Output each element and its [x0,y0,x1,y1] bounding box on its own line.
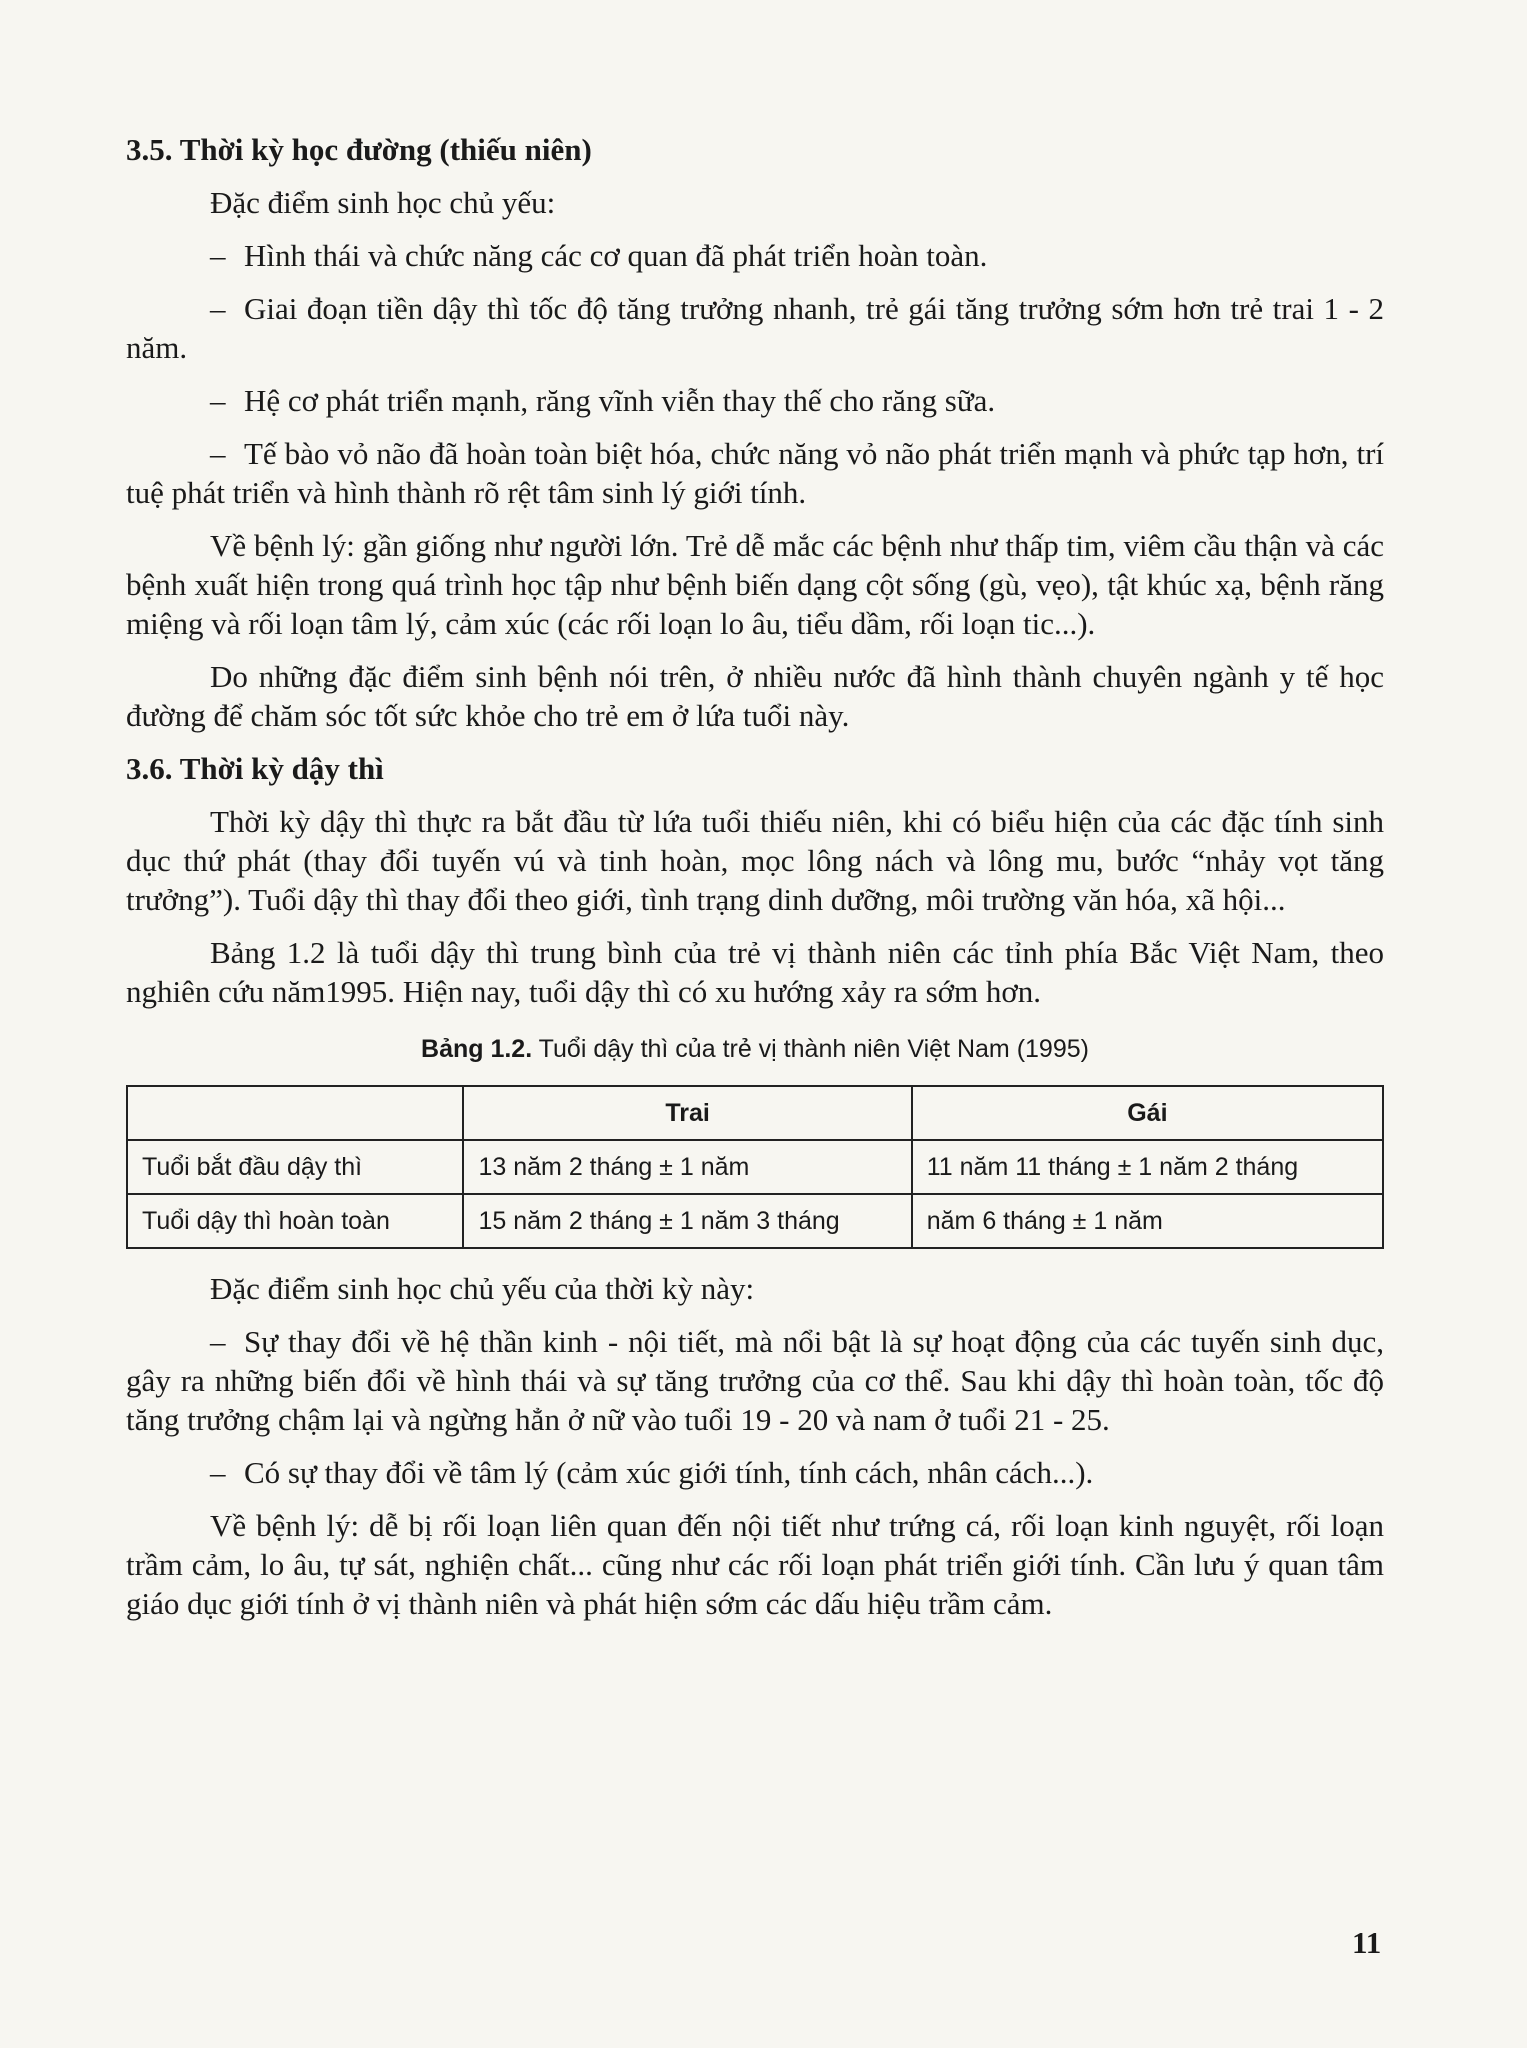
table-header-cell: Gái [912,1086,1383,1140]
section-3-6-para1: Thời kỳ dậy thì thực ra bắt đầu từ lứa tuổi thiếu niên, khi có biểu hiện của các đặc tính sinh dục thứ phát (thay đổi tuyến vú và tinh hoàn, mọc lông nách và lông mu, bước “nhảy vọt tăng trưởng”). Tuổi dậy thì thay đổi theo giới, tình trạng dinh dưỡng, môi trường văn hóa, xã hội... [126,804,1384,917]
table-header-cell [127,1086,463,1140]
section-3-5-heading: 3.5. Thời kỳ học đường (thiếu niên) [126,132,592,167]
section-3-6-para2: Bảng 1.2 là tuổi dậy thì trung bình của trẻ vị thành niên các tỉnh phía Bắc Việt Nam, theo nghiên cứu năm1995. Hiện nay, tuổi dậy thì có xu hướng xảy ra sớm hơn. [126,935,1384,1009]
puberty-age-table [126,1085,1384,1249]
table-row [127,1140,1383,1194]
section-3-6-heading: 3.6. Thời kỳ dậy thì [126,751,384,786]
table-cell: 15 năm 2 tháng ± 1 năm 3 tháng [463,1194,911,1248]
section-3-5-intro: Đặc điểm sinh học chủ yếu: [210,185,556,220]
list-item: – Có sự thay đổi về tâm lý (cảm xúc giới tính, tính cách, nhân cách...). [210,1455,1094,1490]
table-cell: 11 năm 11 tháng ± 1 năm 2 tháng [912,1140,1383,1194]
list-item: – Tế bào vỏ não đã hoàn toàn biệt hóa, chức năng vỏ não phát triển mạnh và phức tạp hơn, trí tuệ phát triển và hình thành rõ rệt tâm sinh lý giới tính. [126,436,1384,510]
table-cell: Tuổi dậy thì hoàn toàn [127,1194,463,1248]
list-item: – Sự thay đổi về hệ thần kinh - nội tiết, mà nổi bật là sự hoạt động của các tuyến sinh dục, gây ra những biến đổi về hình thái và sự tăng trưởng của cơ thể. Sau khi dậy thì hoàn toàn, tốc độ tăng trưởng chậm lại và ngừng hẳn ở nữ vào tuổi 19 - 20 và nam ở tuổi 21 - 25. [126,1324,1384,1437]
table-caption: Bảng 1.2. Tuổi dậy thì của trẻ vị thành niên Việt Nam (1995) [421,1035,1089,1063]
page-number: 11 [1352,1925,1382,1960]
list-item: – Giai đoạn tiền dậy thì tốc độ tăng trưởng nhanh, trẻ gái tăng trưởng sớm hơn trẻ trai 1 - 2 năm. [126,291,1384,365]
section-3-5-pathology: Về bệnh lý: gần giống như người lớn. Trẻ dễ mắc các bệnh như thấp tim, viêm cầu thận và các bệnh xuất hiện trong quá trình học tập như bệnh biến dạng cột sống (gù, vẹo), tật khúc xạ, bệnh răng miệng và rối loạn tâm lý, cảm xúc (các rối loạn lo âu, tiểu dầm, rối loạn tic...). [126,528,1384,641]
table-header-row [127,1086,1383,1140]
section-3-6-pathology: Về bệnh lý: dễ bị rối loạn liên quan đến nội tiết như trứng cá, rối loạn kinh nguyệt, rối loạn trầm cảm, lo âu, tự sát, nghiện chất... cũng như các rối loạn phát triển giới tính. Cần lưu ý quan tâm giáo dục giới tính ở vị thành niên và phát hiện sớm các dấu hiệu trầm cảm. [126,1508,1384,1621]
list-item: – Hình thái và chức năng các cơ quan đã phát triển hoàn toàn. [210,238,988,273]
section-3-6-intro2: Đặc điểm sinh học chủ yếu của thời kỳ này: [210,1271,755,1306]
page-content [126,130,1384,1637]
list-item: – Hệ cơ phát triển mạnh, răng vĩnh viễn thay thế cho răng sữa. [210,383,996,418]
table-row [127,1194,1383,1248]
table-cell: 13 năm 2 tháng ± 1 năm [463,1140,911,1194]
table-cell: Tuổi bắt đầu dậy thì [127,1140,463,1194]
table-cell: năm 6 tháng ± 1 năm [912,1194,1383,1248]
table-header-cell: Trai [463,1086,911,1140]
section-3-5-conclusion: Do những đặc điểm sinh bệnh nói trên, ở nhiều nước đã hình thành chuyên ngành y tế học đường để chăm sóc tốt sức khỏe cho trẻ em ở lứa tuổi này. [126,659,1384,733]
